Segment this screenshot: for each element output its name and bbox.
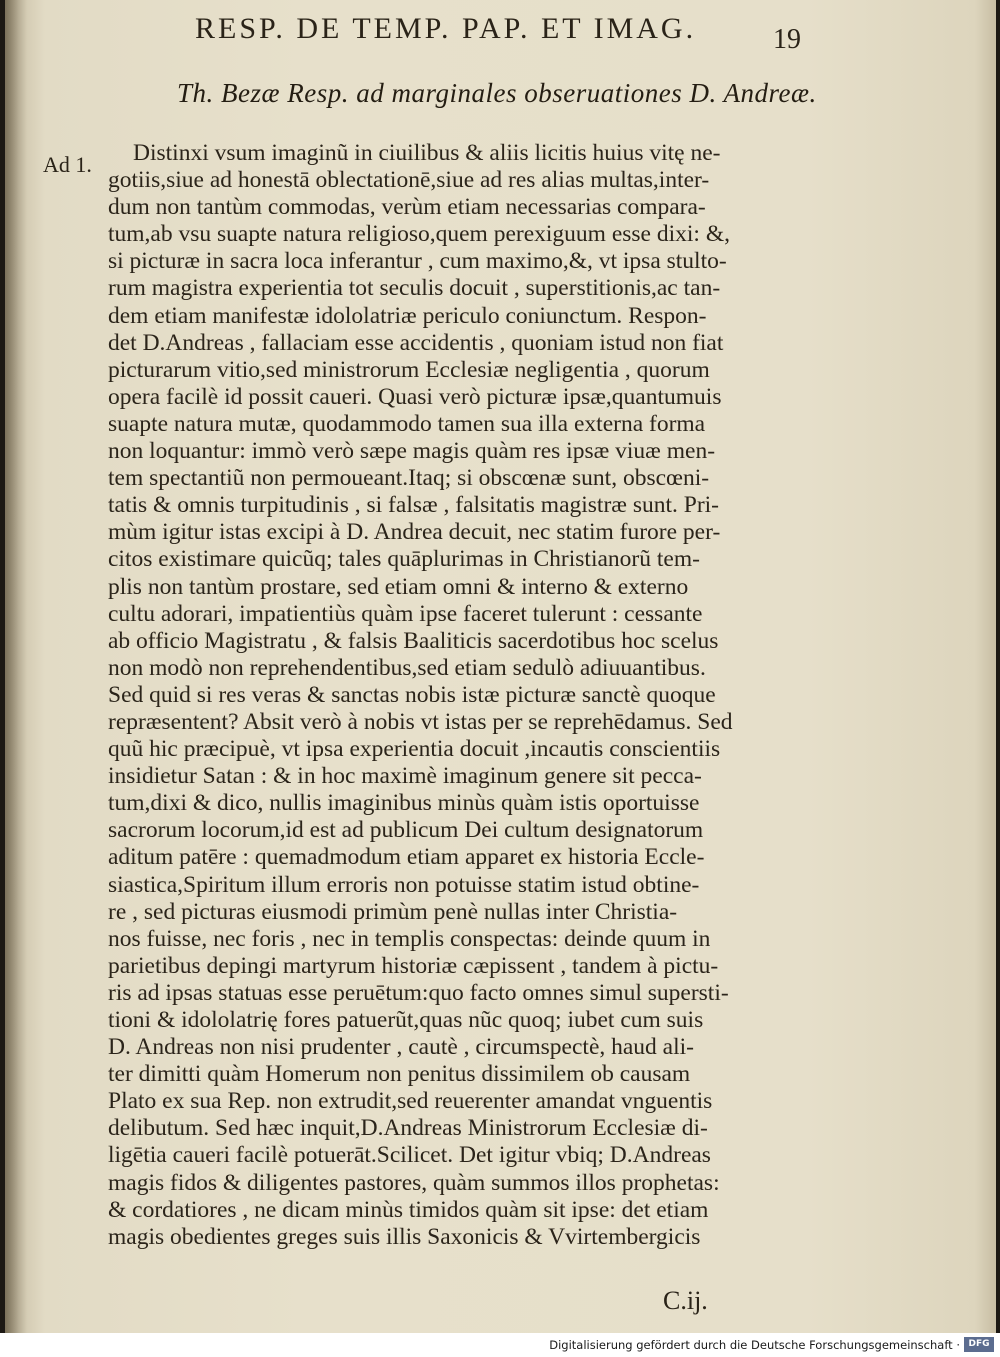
text-line: picturarum vitio,sed ministrorum Ecclesiæ negligentia , quorum — [108, 356, 710, 383]
text-line: magis obedientes greges suis illis Saxonicis & Vvirtembergicis — [108, 1223, 701, 1250]
text-line: dem etiam manifestæ idololatriæ periculo coniunctum. Respon- — [108, 302, 707, 329]
text-line: D. Andreas non nisi prudenter , cautè , circumspectè, haud ali- — [108, 1034, 694, 1061]
footer-bar — [0, 1333, 1000, 1357]
text-line: tum,dixi & dico, nullis imaginibus minùs quàm istis oportuisse — [108, 790, 700, 817]
text-line: Sed quid si res veras & sanctas nobis istæ picturæ sanctè quoque — [108, 681, 716, 708]
dfg-logo: DFG — [964, 1337, 994, 1352]
text-line: cultu adorari, impatientiùs quàm ipse faceret tulerunt : cessante — [108, 600, 703, 627]
text-line: tioni & idololatrię fores patuerũt,quas nũc quoq; iubet cum suis — [108, 1007, 704, 1033]
text-line: tatis & omnis turpitudinis , si falsæ , falsitatis magistræ sunt. Pri- — [108, 492, 719, 519]
text-line: magis fidos & diligentes pastores, quàm summos illos prophetas: — [108, 1169, 720, 1196]
text-line: opera facilè id possit caueri. Quasi verò picturæ ipsæ,quantumuis — [108, 383, 722, 410]
text-line: insidietur Satan : & in hoc maximè imaginum genere sit pecca- — [108, 763, 702, 790]
book-page — [5, 0, 996, 1333]
text-line: Distinxi vsum imaginũ in ciuilibus & aliis licitis huius vitę ne- — [133, 140, 721, 166]
text-line: suapte natura mutæ, quodammodo tamen sua illa externa forma — [108, 410, 706, 437]
body-text — [108, 140, 800, 1251]
section-title: Th. Bezæ Resp. ad marginales obseruationes D. Andreæ. — [177, 78, 817, 108]
running-head: RESP. DE TEMP. PAP. ET IMAG. — [195, 12, 697, 45]
text-line: ligētia caueri facilè potuerāt.Scilicet. Det igitur vbiq; D.Andreas — [108, 1142, 711, 1169]
text-line: sacrorum locorum,id est ad publicum Dei cultum designatorum — [108, 817, 704, 844]
text-line: dum non tantùm commodas, verùm etiam necessarias compara- — [108, 194, 706, 221]
text-line: Plato ex sua Rep. non extrudit,sed reuerenter amandat vnguentis — [108, 1088, 713, 1115]
text-line: re , sed picturas eiusmodi primùm penè nullas inter Christia- — [108, 898, 678, 925]
gutter-shadow — [5, 0, 27, 1333]
text-line: citos existimare quicũq; tales quāplurimas in Christianorũ tem- — [108, 546, 700, 573]
margin-note: Ad 1. — [43, 152, 92, 177]
text-line: gotiis,siue ad honestā oblectationē,siue ad res alias multas,inter- — [108, 167, 710, 194]
text-line: aditum patēre : quemadmodum etiam apparet ex historia Eccle- — [108, 844, 705, 871]
text-line: nos fuisse, nec foris , nec in templis conspectas: deinde quum in — [108, 925, 711, 952]
text-line: ris ad ipsas statuas esse peruētum:quo facto omnes simul supersti- — [108, 979, 729, 1006]
text-line: tem spectantiũ non permoueant.Itaq; si obscœnæ sunt, obscœni- — [108, 465, 710, 492]
text-line: non modò non reprehendentibus,sed etiam sedulò adiuuantibus. — [108, 654, 706, 681]
text-line: det D.Andreas , fallaciam esse accidentis , quoniam istud non fiat — [108, 329, 724, 356]
signature-mark: C.ij. — [663, 1286, 708, 1315]
text-line: si picturæ in sacra loca inferantur , cum maximo,&, vt ipsa stulto- — [108, 248, 727, 275]
text-line: mùm igitur istas excipi à D. Andrea decuit, nec statim furore per- — [108, 519, 721, 546]
text-line: ter dimitti quàm Homerum non penitus dissimilem ob causam — [108, 1061, 691, 1088]
text-line: quũ hic præcipuè, vt ipsa experientia docuit ,incautis conscientiis — [108, 736, 721, 763]
text-line: parietibus depingi martyrum historiæ cæpissent , tandem à pictu- — [108, 952, 719, 979]
text-line: siastica,Spiritum illum erroris non potuisse statim istud obtine- — [108, 871, 700, 898]
text-line: repræsentent? Absit verò à nobis vt istas per se reprehēdamus. Sed — [108, 708, 733, 735]
text-line: tum,ab vsu suapte natura religioso,quem perexiguum esse dixi: &, — [108, 221, 730, 248]
text-line: rum magistra experientia tot seculis docuit , superstitionis,ac tan- — [108, 275, 721, 302]
text-line: delibutum. Sed hæc inquit,D.Andreas Ministrorum Ecclesiæ di- — [108, 1115, 708, 1142]
text-line: plis non tantùm prostare, sed etiam omni & interno & externo — [108, 573, 689, 600]
text-line: ab officio Magistratu , & falsis Baaliticis sacerdotibus hoc scelus — [108, 627, 719, 654]
page-number: 19 — [773, 24, 801, 55]
funding-credit: Digitalisierung gefördert durch die Deutsche Forschungsgemeinschaft · — [549, 1338, 960, 1352]
text-line: & cordatiores , ne dicam minùs timidos quàm sit ipse: det etiam — [108, 1196, 709, 1223]
text-line: non loquantur: immò verò sæpe magis quàm res ipsæ viuæ men- — [108, 438, 716, 465]
